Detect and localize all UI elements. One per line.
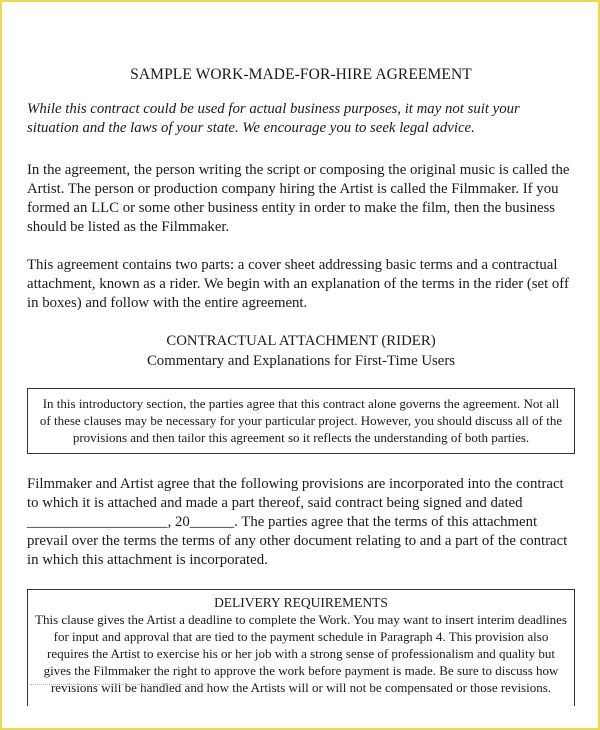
document-body xyxy=(27,66,575,706)
intro-commentary-text: In this introductory section, the parties agree that this contract alone governs the agreement. Not all of these clauses may be necessary for your particular project. However, you should discuss all of the provisions and then tailor this agreement so it reflects the understanding of both parties. xyxy=(39,396,563,445)
delivery-requirements-text: This clause gives the Artist a deadline to complete the Work. You may want to insert interim deadlines for input and approval that are tied to the payment schedule in Paragraph 4. This provision also requires the Artist to exercise his or her job with a strong sense of professionalism and quality but gives the Filmmaker the right to approve the work before payment is made. Be sure to discuss how revisions will be handled and how the Artists will or will not be compensated or those revisions. xyxy=(35,612,567,695)
faint-footer-rule xyxy=(30,684,210,685)
intro-commentary-box xyxy=(27,388,575,454)
legal-disclaimer: While this contract could be used for actual business purposes, it may not suit your situation and the laws of your state. We encourage you to seek legal advice. xyxy=(27,101,520,136)
document-title: SAMPLE WORK-MADE-FOR-HIRE AGREEMENT xyxy=(130,66,472,83)
paragraph-structure: This agreement contains two parts: a cover sheet addressing basic terms and a contractual attachment, known as a rider. We begin with an explanation of the terms in the rider (set off in boxes) and follow with the entire agreement. xyxy=(27,257,569,311)
rider-subtitle: Commentary and Explanations for First-Time Users xyxy=(146,352,456,369)
delivery-requirements-heading: DELIVERY REQUIREMENTS xyxy=(214,595,388,610)
paragraph-provisions: Filmmaker and Artist agree that the following provisions are incorporated into the contract to which it is attached and made a part thereof, said contract being signed and dated ___________________, 20______. The parties agree that the terms of this attachment prevail over the terms the terms of any other document relating to and a part of the contract in which this attachment is incorporated. xyxy=(27,476,568,568)
rider-heading xyxy=(27,332,575,371)
delivery-requirements-box xyxy=(27,589,575,706)
rider-title: CONTRACTUAL ATTACHMENT (RIDER) xyxy=(166,333,436,349)
paragraph-parties: In the agreement, the person writing the script or composing the original music is called the Artist. The person or production company hiring the Artist is called the Filmmaker. If you formed an LLC or some other business entity in order to make the film, then the business should be listed as the Filmmaker. xyxy=(27,162,570,235)
